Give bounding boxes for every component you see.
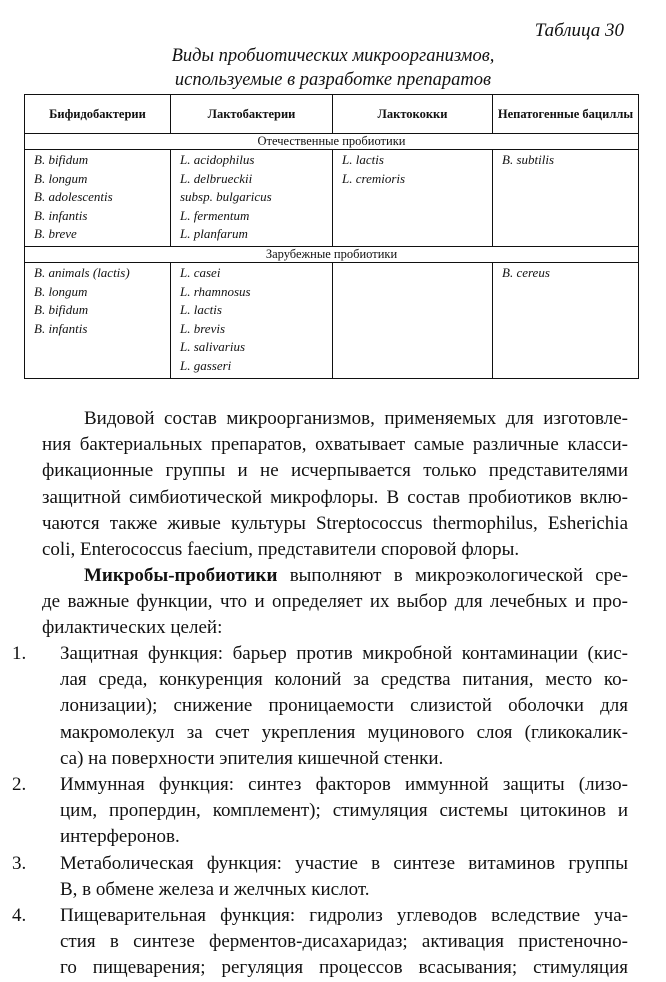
species-item: L. fermentum [180,207,250,223]
species-item: L. rhamnosus [180,283,251,299]
section-title: Отечественные пробиотики [25,134,639,150]
bold-term: Микробы-пробиотики [84,565,278,586]
text-line: Пищеварительная функция: гидролиз углеводов вследствие уча- [60,905,628,926]
text-line: Метаболическая функция: участие в синтезе витаминов группы [60,853,628,874]
text-line: Видовой состав микроорганизмов, применяемых для изготовле- [84,408,628,429]
species-item: B. subtilis [502,152,555,167]
text-fragment: выполняют в микроэкологической сре- [277,565,628,586]
probiotics-table [24,94,639,379]
header-bifidobacteria: Бифидобактерии [25,95,171,134]
species-item: subsp. bulgaricus [180,189,272,205]
species-item: L. planfarum [180,226,248,242]
section-title: Зарубежные пробиотики [25,246,639,262]
species-item: B. infantis [34,320,88,336]
text-line: са) на поверхности эпителия кишечной стенки. [60,747,444,769]
text-line: чаются также живые культуры Streptococcus thermophilus, Esherichia [42,512,628,534]
table-caption-line-1: Виды пробиотических микроорганизмов, [171,46,495,66]
species-item: L. delbrueckii [180,170,253,186]
list-number: 2. [12,774,27,795]
text-line: фикационные группы и не исчерпывается только представителями [42,460,628,482]
list-number: 4. [12,905,27,926]
species-item: B. bifidum [34,302,89,318]
paragraph-functions-intro [42,563,628,642]
list-number: 3. [12,853,27,874]
table-cell [333,150,493,247]
species-item: B. bifidum [34,152,89,167]
paragraph-composition [42,406,628,563]
table-cell [171,262,333,378]
species-item: B. animals (lactis) [34,264,130,280]
species-item: L. casei [180,264,221,280]
table-row [25,150,639,247]
text-line: Иммунная функция: синтез факторов иммунной защиты (лизо- [60,774,628,795]
text-line: лонизации); снижение проницаемости слизистой оболочки для [60,695,628,717]
species-item: B. breve [34,226,77,242]
text-line: макромолекул за счет укрепления муцинового слоя (гликокалик- [60,721,628,743]
header-lactobacteria: Лактобактерии [171,95,333,134]
section-row-domestic [25,134,639,150]
text-line: лая среда, конкуренция колоний за средства питания, место ко- [60,669,628,691]
species-item: L. lactis [342,152,384,167]
header-bacilli: Непатогенные бациллы [493,95,639,134]
text-line: де важные функции, что и определяет их выбор для лечебных и про- [42,591,628,613]
text-line: В, в обмене железа и желчных кислот. [60,879,370,901]
species-item: L. lactis [180,302,222,318]
text-line: го пищеварения; регуляция процессов всасывания; стимуляция [60,957,628,979]
text-line: стия в синтезе ферментов-дисахаридаз; активация пристеночно- [60,931,628,953]
text-line: ния бактериальных препаратов, охватывает самые различные класси- [42,434,628,456]
table-header-row [25,95,639,134]
table-caption-line-2: используемые в разработке препаратов [174,70,492,90]
table-cell [171,150,333,247]
table-cell [25,150,171,247]
table-cell [493,262,639,378]
species-item: B. infantis [34,207,88,223]
species-item: B. longum [34,170,88,186]
species-item: L. salivarius [180,339,246,355]
species-item: L. acidophilus [180,152,255,167]
species-item: L. cremioris [342,170,406,186]
species-item: B. adolescentis [34,189,113,205]
text-line: Защитная функция: барьер против микробной контаминации (кис- [60,643,628,664]
table-cell [25,262,171,378]
text-line [42,563,628,589]
species-item: B. longum [34,283,88,299]
species-item: L. brevis [180,320,226,336]
table-number: Таблица 30 [534,20,624,41]
text-line: coli, Enterococcus faecium, представители споровой флоры. [42,539,520,561]
species-item: B. cereus [502,264,550,280]
species-item: L. gasseri [180,357,232,373]
text-line: интерферонов. [60,826,180,848]
text-line: филактических целей: [42,617,223,639]
text-line: защитной симбиотической микрофлоры. В состав пробиотиков вклю- [42,486,628,508]
header-lactococci: Лактококки [333,95,493,134]
text-line: цим, пропердин, комплемент); стимуляция системы цитокинов и [60,800,628,822]
list-number: 1. [12,643,27,664]
table-cell [333,262,493,378]
section-row-foreign [25,246,639,262]
table-cell [493,150,639,247]
table-row [25,262,639,378]
